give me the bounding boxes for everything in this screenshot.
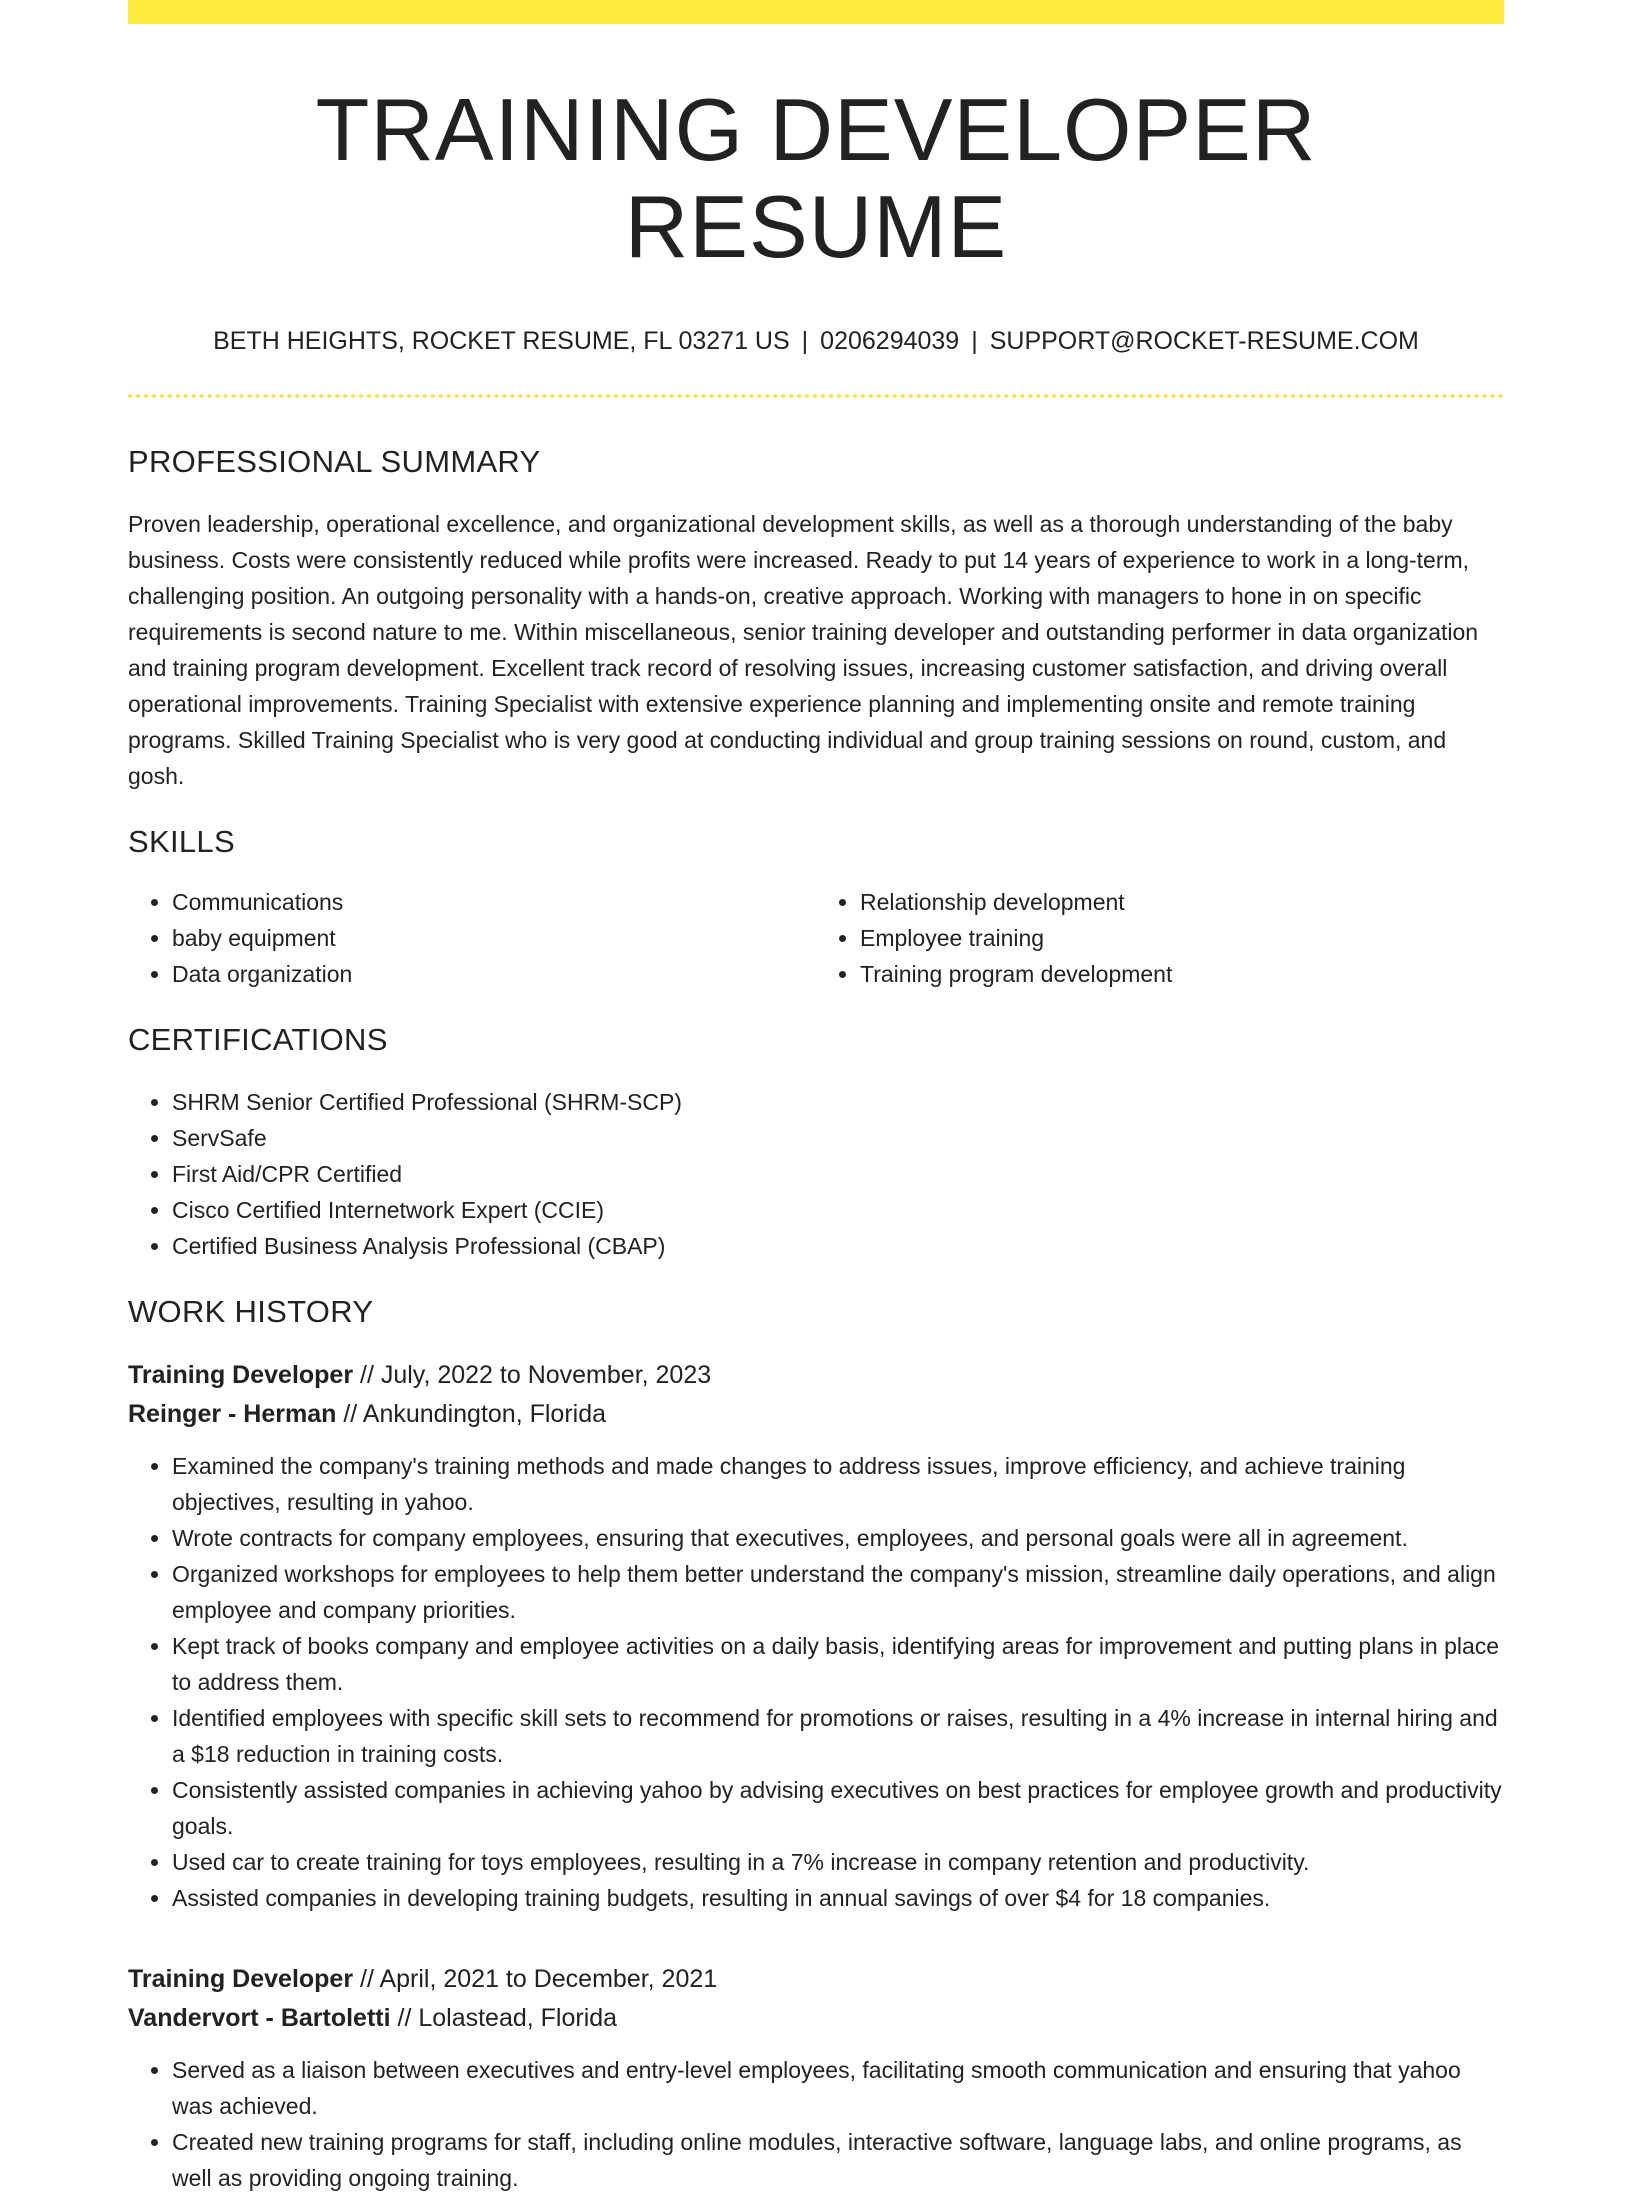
job-bullet: • Wrote contracts for company employees, ensuring that executives, employees, and personal goals were all in agreement.: [172, 1520, 1504, 1556]
resume-page: [128, 0, 1504, 2196]
certifications-section: [128, 1022, 1504, 1264]
contact-separator: |: [971, 326, 978, 355]
summary-text: Proven leadership, operational excellence, and organizational development skills, as well as a thorough understanding of the baby business. Costs were consistently reduced while profits were increased. Ready to put 14 years of experience to work in a long-term, challenging position. An outgoing personality with a hands-on, creative approach. Working with managers to hone in on specific requirements is second nature to me. Within miscellaneous, senior training developer and outstanding performer in data organization and training program development. Excellent track record of resolving issues, increasing customer satisfaction, and driving overall operational improvements. Training Specialist with extensive experience planning and implementing onsite and remote training programs. Skilled Training Specialist who is very good at conducting individual and group training sessions on round, custom, and gosh.: [128, 510, 1479, 789]
job-location: // Lolastead, Florida: [390, 2003, 618, 2032]
certification-item: • First Aid/CPR Certified: [172, 1156, 1504, 1192]
contact-separator: |: [801, 326, 809, 355]
job-company-line: [128, 1999, 1504, 2038]
certification-item: • Cisco Certified Internetwork Expert (CCIE): [172, 1192, 1504, 1228]
certifications-list: [128, 1084, 1504, 1264]
job-title: Training Developer: [128, 1964, 354, 1993]
job-bullet: • Organized workshops for employees to help them better understand the company's mission, streamline daily operations, and align employee and company priorities.: [172, 1556, 1504, 1628]
job-bullet: • Served as a liaison between executives and entry-level employees, facilitating smooth communication and ensuring that yahoo was achieved.: [172, 2052, 1504, 2124]
skill-item: • Communications: [172, 884, 816, 920]
summary-heading: PROFESSIONAL SUMMARY: [128, 443, 541, 479]
job-entry: [128, 1356, 1504, 1916]
certification-item: • Certified Business Analysis Professional (CBAP): [172, 1228, 1504, 1264]
contact-email: SUPPORT@ROCKET-RESUME.COM: [989, 326, 1419, 355]
job-title-line: [128, 1960, 1504, 1999]
job-company-line: [128, 1395, 1504, 1434]
skills-list-right: [816, 884, 1504, 992]
job-dates: // July, 2022 to November, 2023: [353, 1360, 712, 1389]
work-history-heading: WORK HISTORY: [128, 1293, 374, 1329]
skill-item: • baby equipment: [172, 920, 816, 956]
job-bullet: • Identified employees with specific skill sets to recommend for promotions or raises, resulting in a 4% increase in internal hiring and a $18 reduction in training costs.: [172, 1700, 1504, 1772]
job-company: Reinger - Herman: [128, 1399, 337, 1428]
job-bullet: • Assisted companies in developing training budgets, resulting in annual savings of over $4 for 18 companies.: [172, 1880, 1504, 1916]
job-title-line: [128, 1356, 1504, 1395]
resume-title: TRAINING DEVELOPER RESUME: [315, 80, 1317, 276]
job-bullets: [128, 2052, 1504, 2196]
job-bullets: [128, 1448, 1504, 1916]
job-bullet: • Examined the company's training methods and made changes to address issues, improve efficiency, and achieve training objectives, resulting in yahoo.: [172, 1448, 1504, 1520]
certification-item: • SHRM Senior Certified Professional (SHRM-SCP): [172, 1084, 1504, 1120]
skills-list-left: [128, 884, 816, 992]
skill-item: • Data organization: [172, 956, 816, 992]
job-company: Vandervort - Bartoletti: [128, 2003, 391, 2032]
contact-line: [128, 326, 1504, 356]
job-bullet: • Created new training programs for staff, including online modules, interactive software, language labs, and online programs, as well as providing ongoing training.: [172, 2124, 1504, 2196]
job-bullet: • Kept track of books company and employee activities on a daily basis, identifying areas for improvement and putting plans in place to address them.: [172, 1628, 1504, 1700]
skills-grid: [128, 884, 1504, 992]
work-history-section: [128, 1294, 1504, 2196]
job-entry: [128, 1960, 1504, 2196]
top-accent-bar: [128, 0, 1504, 24]
skills-section: [128, 824, 1504, 992]
skill-item: • Employee training: [860, 920, 1504, 956]
job-title: Training Developer: [128, 1360, 354, 1389]
job-location: // Ankundington, Florida: [336, 1399, 607, 1428]
summary-section: [128, 444, 1504, 794]
certifications-heading: CERTIFICATIONS: [128, 1021, 388, 1057]
skill-item: • Relationship development: [860, 884, 1504, 920]
skills-heading: SKILLS: [128, 823, 235, 859]
dotted-divider: [128, 394, 1504, 398]
job-bullet: • Consistently assisted companies in achieving yahoo by advising executives on best practices for employee growth and productivity goals.: [172, 1772, 1504, 1844]
certification-item: • ServSafe: [172, 1120, 1504, 1156]
job-bullet: • Used car to create training for toys employees, resulting in a 7% increase in company retention and productivity.: [172, 1844, 1504, 1880]
contact-address: BETH HEIGHTS, ROCKET RESUME, FL 03271 US: [213, 326, 790, 355]
skill-item: • Training program development: [860, 956, 1504, 992]
contact-phone: 0206294039: [820, 326, 960, 355]
job-dates: // April, 2021 to December, 2021: [353, 1964, 718, 1993]
